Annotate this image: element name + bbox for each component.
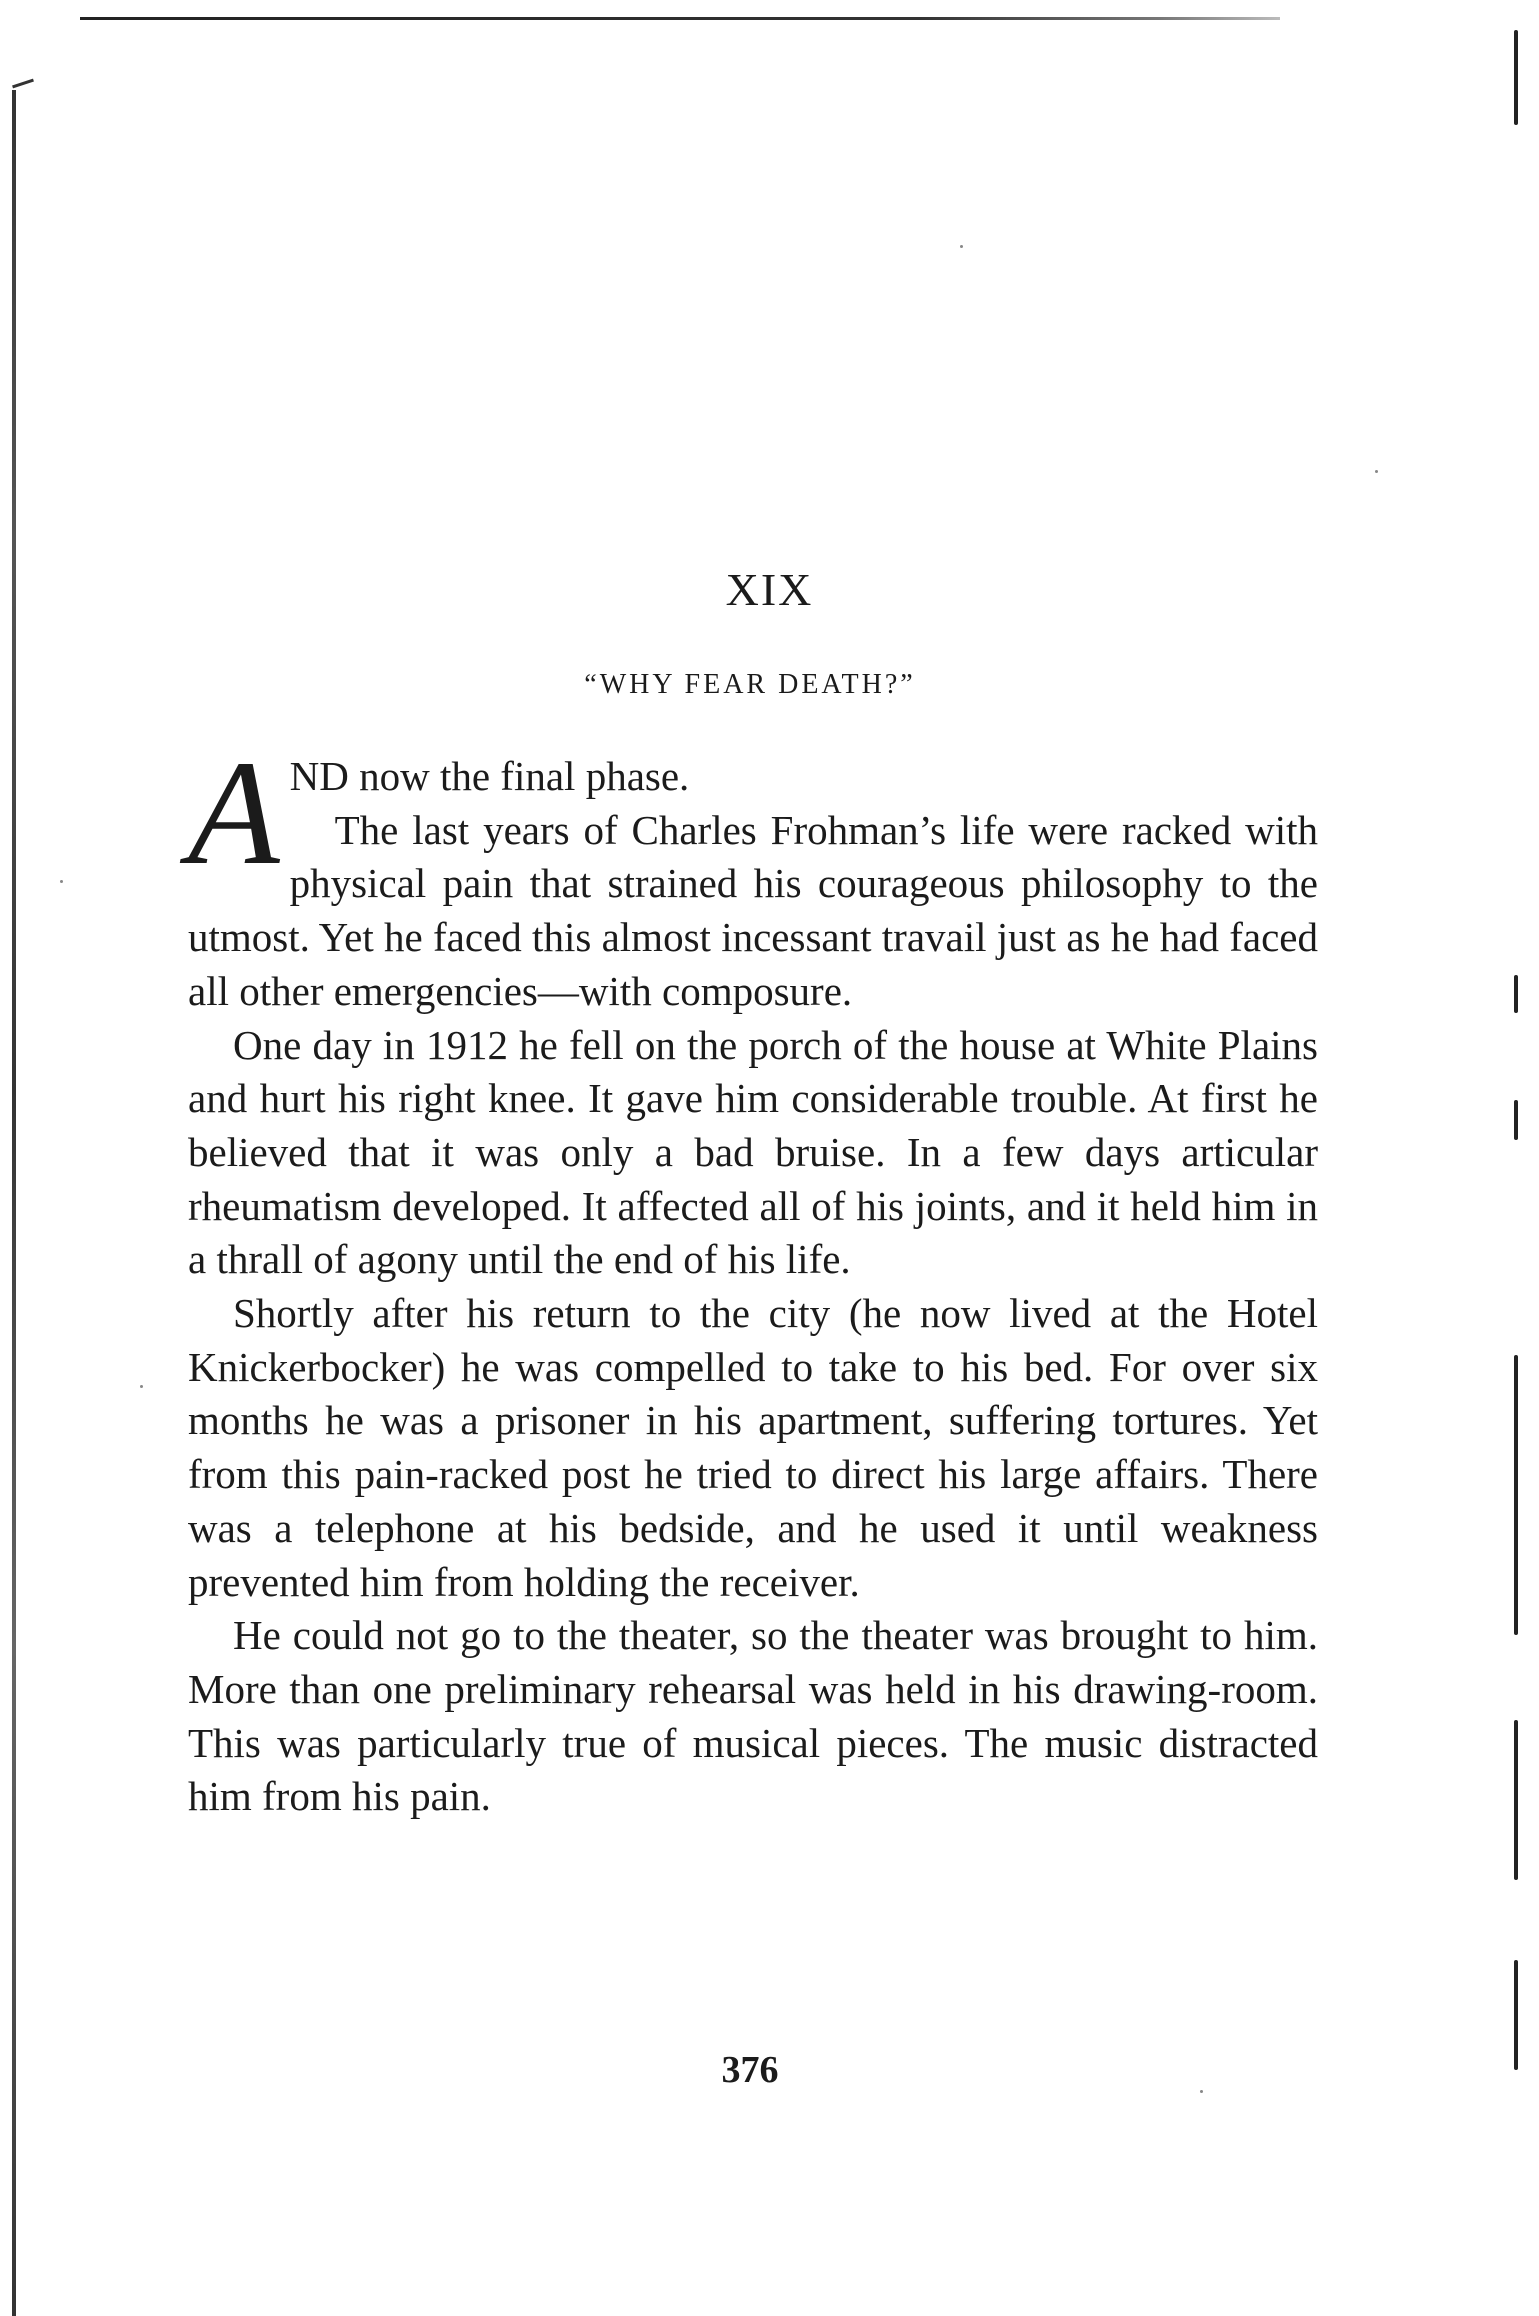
chapter-number: XIX: [725, 564, 814, 615]
scan-right-mark: [1514, 30, 1518, 125]
paragraph-1: [188, 730, 1318, 896]
scan-speck: [60, 880, 63, 883]
paragraph-1-text: ND now the final phase.: [289, 753, 690, 799]
scan-right-mark: [1514, 975, 1518, 1013]
paragraph-3: One day in 1912 he fell on the porch of the house at White Plains and hurt his right knee. It gave him considerable trouble. At first he believed that it was only a bad bruise. In a few days articular rheumatism developed. It affected all of his joints, and it held him in a thrall of agony until the end of his life.: [188, 1021, 1318, 1283]
scan-top-rule: [80, 17, 1280, 20]
scan-speck: [960, 245, 963, 248]
scan-speck: [140, 1385, 143, 1388]
scan-right-mark: [1514, 1720, 1518, 1880]
drop-cap: A: [188, 730, 280, 896]
scan-speck: [1375, 470, 1378, 473]
scan-right-mark: [1514, 1100, 1518, 1140]
paragraph-5: He could not go to the theater, so the theater was brought to him. More than one preliminary rehearsal was held in his drawing-room. This was particularly true of musical pieces. The music distracted him from his pain.: [188, 1612, 1318, 1820]
paragraph-2: The last years of Charles Frohman’s life were racked with physical pain that strained his courageous philosophy to the utmost. Yet he faced this almost incessant travail just as he had faced all other emergencies—with composure.: [188, 806, 1318, 1014]
scan-left-notch: [12, 79, 34, 89]
scan-right-mark: [1514, 1960, 1518, 2070]
paragraph-4: Shortly after his return to the city (he now lived at the Hotel Knickerbocker) he was compelled to take to his bed. For over six months he was a prisoner in his apartment, suffering tortures. Yet from this pain-racked post he tried to direct his large affairs. There was a telephone at his bedside, and he used it until weakness prevented him from holding the receiver.: [188, 1290, 1318, 1605]
scan-right-mark: [1514, 1355, 1518, 1635]
scan-left-edge: [12, 90, 16, 2316]
body-text: [188, 730, 1318, 1824]
page-number: 376: [721, 2049, 779, 2091]
chapter-title: “WHY FEAR DEATH?”: [584, 669, 916, 700]
